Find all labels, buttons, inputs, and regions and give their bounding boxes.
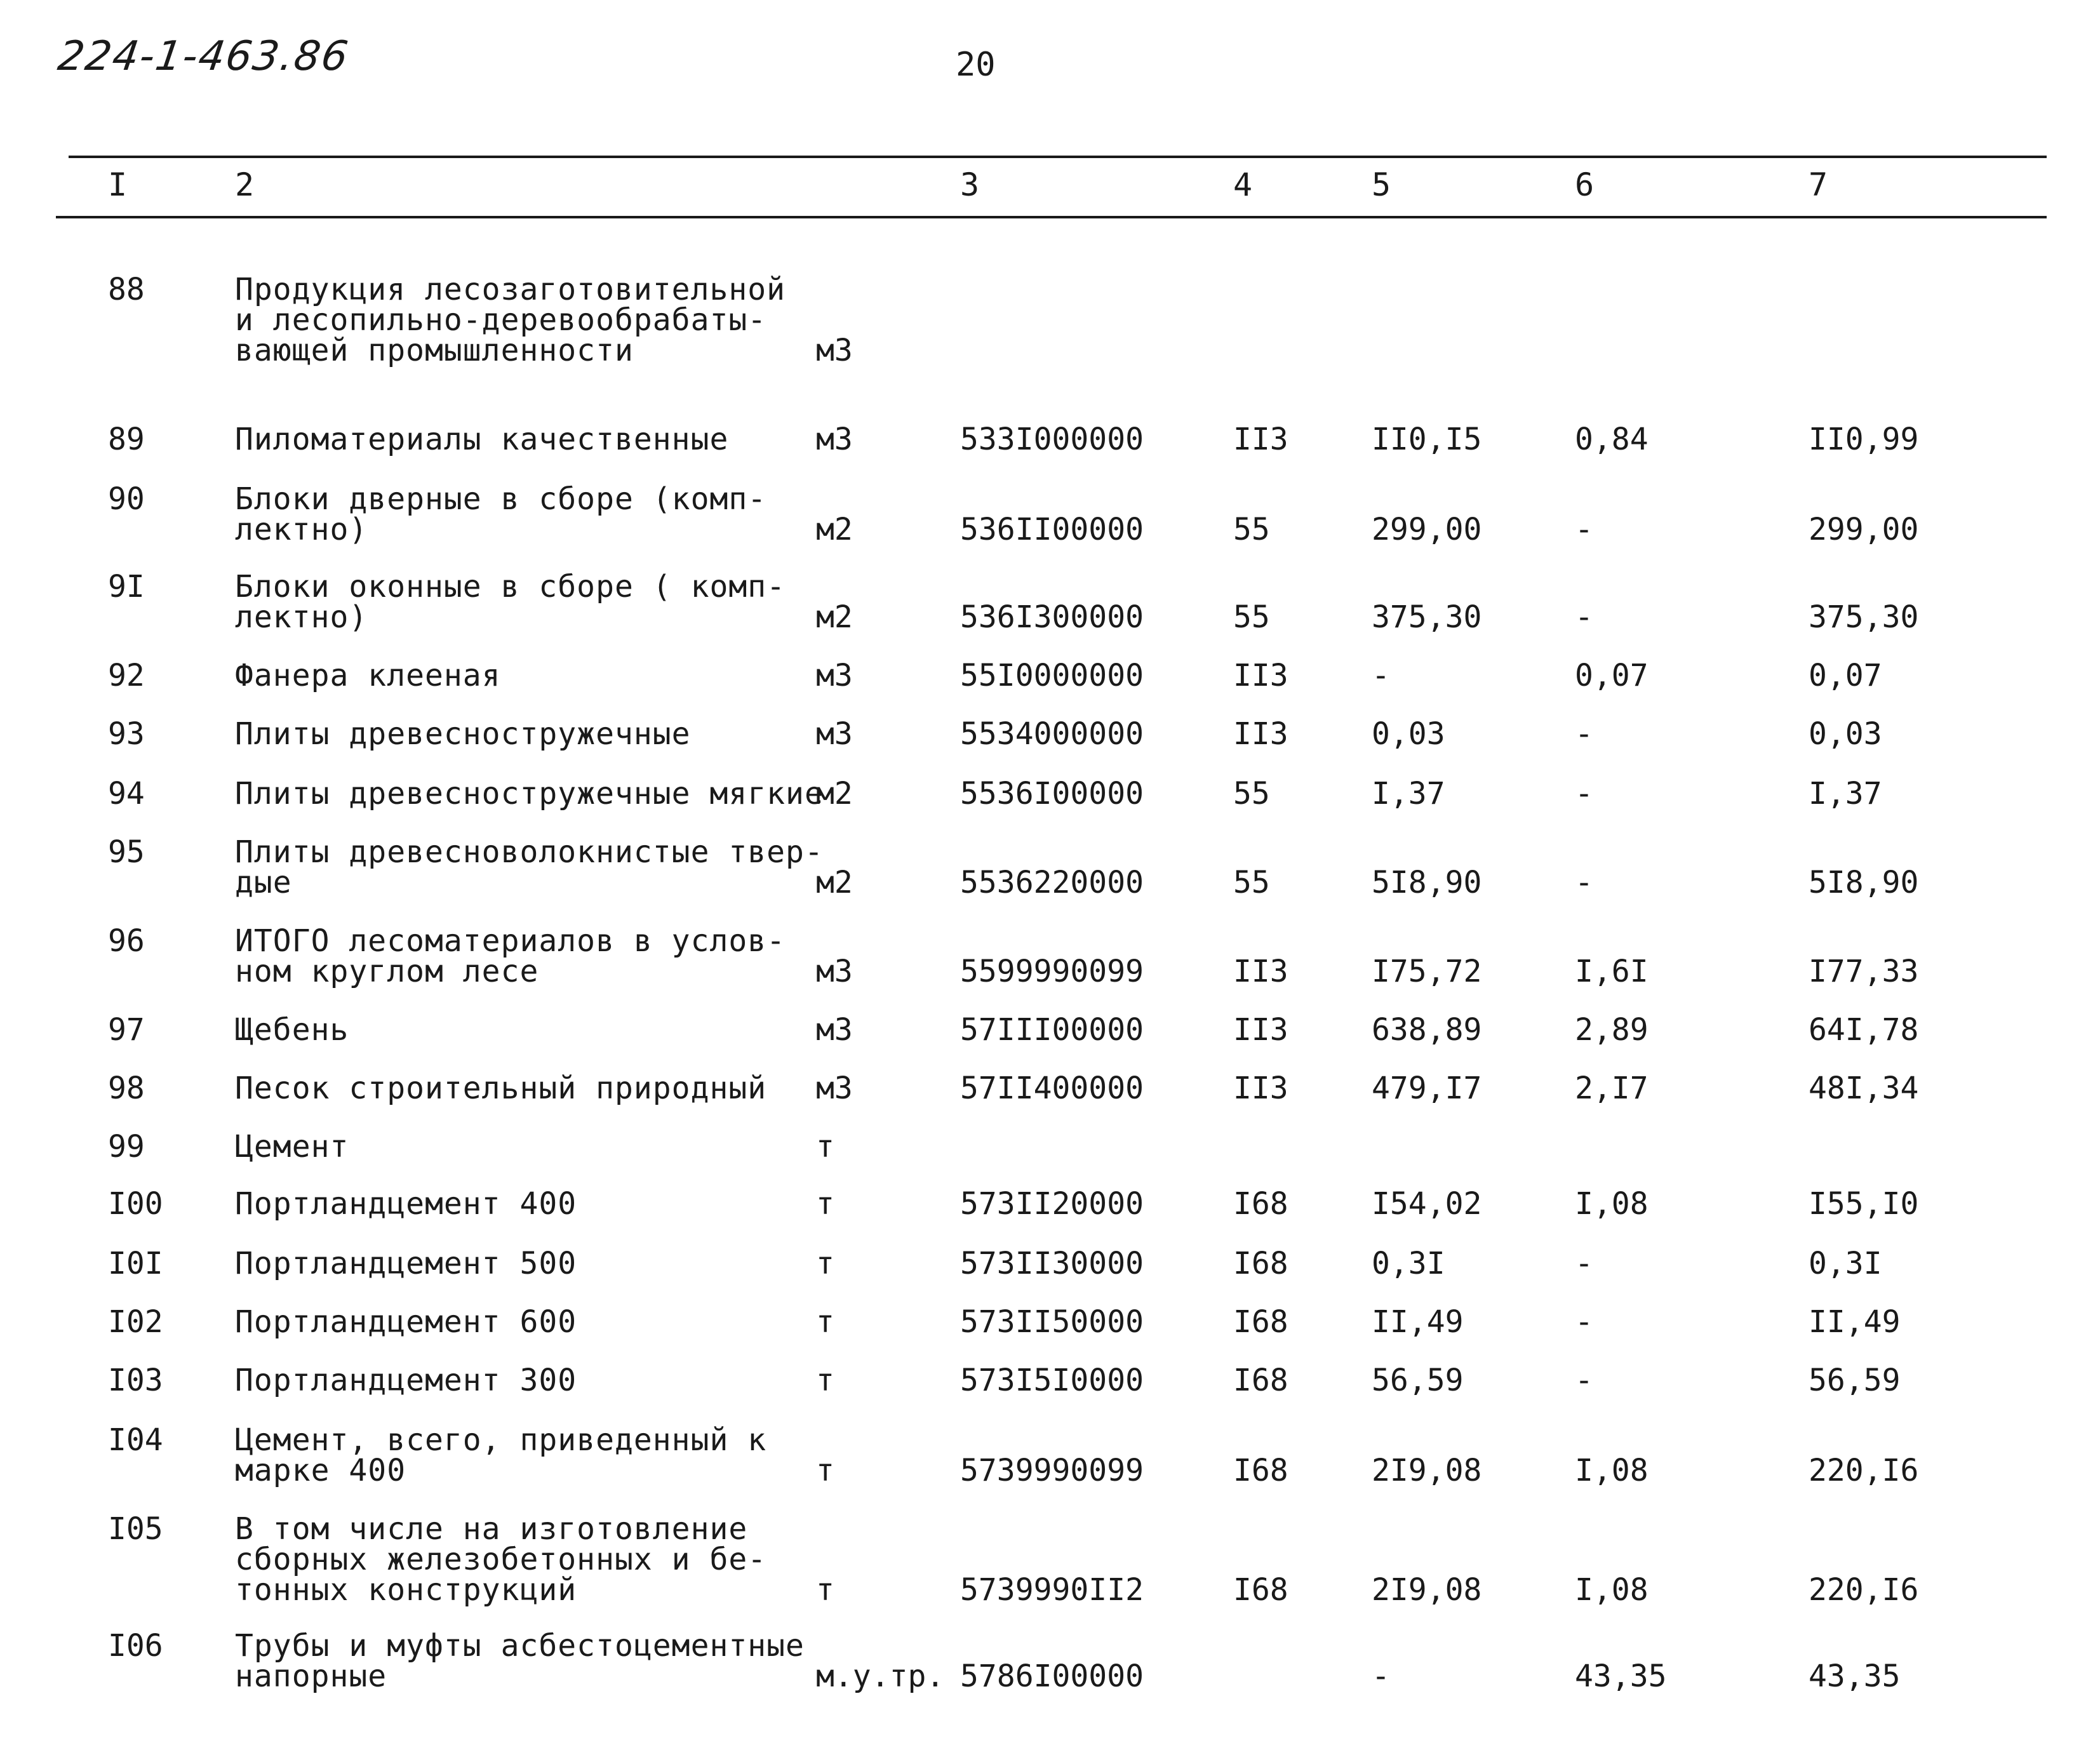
unit: м3 bbox=[816, 333, 853, 368]
col-6-value: 2,89 bbox=[1575, 1012, 1649, 1048]
header-col-6: 6 bbox=[1575, 166, 1595, 203]
col-7-value: 0,3I bbox=[1809, 1246, 1882, 1281]
product-code: 55I0000000 bbox=[960, 658, 1144, 693]
row-number: I0I bbox=[108, 1246, 163, 1281]
col-4-value: I68 bbox=[1233, 1572, 1288, 1608]
item-name-line: ИТОГО лесоматериалов в услов- bbox=[235, 923, 786, 959]
header-col-5: 5 bbox=[1372, 166, 1391, 203]
col-4-value: II3 bbox=[1233, 422, 1288, 457]
row-number: I00 bbox=[108, 1186, 163, 1222]
row-number: I05 bbox=[108, 1511, 163, 1547]
row-number: 90 bbox=[108, 481, 145, 517]
row-number: I06 bbox=[108, 1628, 163, 1664]
col-5-value: II,49 bbox=[1372, 1304, 1464, 1340]
product-code: 5739990II2 bbox=[960, 1572, 1144, 1608]
col-5-value: 2I9,08 bbox=[1372, 1453, 1482, 1488]
col-5-value: 299,00 bbox=[1372, 512, 1482, 547]
unit: м3 bbox=[816, 1012, 853, 1048]
item-name-line: сборных железобетонных и бе- bbox=[235, 1542, 767, 1577]
col-4-value: I68 bbox=[1233, 1453, 1288, 1488]
item-name-line: Щебень bbox=[235, 1012, 349, 1048]
col-5-value: 479,I7 bbox=[1372, 1071, 1482, 1106]
col-5-value: 638,89 bbox=[1372, 1012, 1482, 1048]
product-code: 573II30000 bbox=[960, 1246, 1144, 1281]
product-code: 57II400000 bbox=[960, 1071, 1144, 1106]
item-name-line: ном круглом лесе bbox=[235, 954, 539, 989]
unit: т bbox=[816, 1572, 834, 1608]
col-6-value: - bbox=[1575, 776, 1593, 811]
col-4-value: 55 bbox=[1233, 865, 1270, 900]
col-7-value: 220,I6 bbox=[1809, 1453, 1919, 1488]
col-5-value: I54,02 bbox=[1372, 1186, 1482, 1222]
col-6-value: I,08 bbox=[1575, 1572, 1649, 1608]
col-5-value: - bbox=[1372, 658, 1390, 693]
unit: т bbox=[816, 1453, 834, 1488]
col-6-value: 43,35 bbox=[1575, 1659, 1667, 1694]
col-4-value: I68 bbox=[1233, 1363, 1288, 1398]
col-7-value: 64I,78 bbox=[1809, 1012, 1919, 1048]
row-number: 89 bbox=[108, 422, 145, 457]
item-name-line: Портландцемент 500 bbox=[235, 1246, 577, 1281]
product-code: 536I300000 bbox=[960, 599, 1144, 635]
col-5-value: 2I9,08 bbox=[1372, 1572, 1482, 1608]
header-col-1: I bbox=[108, 166, 128, 203]
col-7-value: 375,30 bbox=[1809, 599, 1919, 635]
item-name-line: марке 400 bbox=[235, 1453, 406, 1488]
item-name-line: лектно) bbox=[235, 599, 368, 635]
col-7-value: 43,35 bbox=[1809, 1659, 1901, 1694]
item-name-line: напорные bbox=[235, 1659, 387, 1694]
col-7-value: II0,99 bbox=[1809, 422, 1919, 457]
unit: м3 bbox=[816, 422, 853, 457]
col-4-value: II3 bbox=[1233, 716, 1288, 752]
product-code: 5786I00000 bbox=[960, 1659, 1144, 1694]
col-4-value: II3 bbox=[1233, 658, 1288, 693]
unit: м2 bbox=[816, 776, 853, 811]
col-6-value: 2,I7 bbox=[1575, 1071, 1649, 1106]
col-6-value: - bbox=[1575, 512, 1593, 547]
item-name-line: Пиломатериалы качественные bbox=[235, 422, 729, 457]
row-number: 92 bbox=[108, 658, 145, 693]
product-code: 57III00000 bbox=[960, 1012, 1144, 1048]
item-name-line: Цемент, всего, приведенный к bbox=[235, 1422, 767, 1458]
item-name-line: и лесопильно-деревообрабаты- bbox=[235, 302, 767, 338]
col-6-value: I,08 bbox=[1575, 1453, 1649, 1488]
row-number: 99 bbox=[108, 1129, 145, 1165]
col-7-value: I77,33 bbox=[1809, 954, 1919, 989]
item-name-line: В том числе на изготовление bbox=[235, 1511, 748, 1547]
page-number: 20 bbox=[956, 46, 996, 84]
item-name-line: Блоки оконные в сборе ( комп- bbox=[235, 569, 786, 604]
col-7-value: 56,59 bbox=[1809, 1363, 1901, 1398]
item-name-line: Плиты древесностружечные мягкие bbox=[235, 776, 824, 811]
unit: м2 bbox=[816, 865, 853, 900]
table-rule-bottom bbox=[56, 216, 2047, 218]
unit: т bbox=[816, 1304, 834, 1340]
col-6-value: - bbox=[1575, 716, 1593, 752]
product-code: 536II00000 bbox=[960, 512, 1144, 547]
unit: м3 bbox=[816, 954, 853, 989]
header-col-7: 7 bbox=[1809, 166, 1828, 203]
item-name-line: Цемент bbox=[235, 1129, 349, 1165]
item-name-line: Портландцемент 400 bbox=[235, 1186, 577, 1222]
row-number: 93 bbox=[108, 716, 145, 752]
col-6-value: - bbox=[1575, 1304, 1593, 1340]
unit: м3 bbox=[816, 658, 853, 693]
item-name-line: Фанера клееная bbox=[235, 658, 501, 693]
item-name-line: лектно) bbox=[235, 512, 368, 547]
col-7-value: 220,I6 bbox=[1809, 1572, 1919, 1608]
item-name-line: дые bbox=[235, 865, 292, 900]
col-6-value: I,6I bbox=[1575, 954, 1649, 989]
item-name-line: Плиты древесноволокнистые твер- bbox=[235, 834, 824, 870]
unit: т bbox=[816, 1363, 834, 1398]
unit: т bbox=[816, 1129, 834, 1165]
col-5-value: 0,03 bbox=[1372, 716, 1445, 752]
unit: м3 bbox=[816, 716, 853, 752]
col-7-value: 0,07 bbox=[1809, 658, 1882, 693]
item-name-line: тонных конструкций bbox=[235, 1572, 577, 1608]
col-4-value: 55 bbox=[1233, 599, 1270, 635]
row-number: 96 bbox=[108, 923, 145, 959]
col-6-value: - bbox=[1575, 599, 1593, 635]
unit: м2 bbox=[816, 512, 853, 547]
product-code: 573I5I0000 bbox=[960, 1363, 1144, 1398]
header-col-3: 3 bbox=[960, 166, 980, 203]
product-code: 5599990099 bbox=[960, 954, 1144, 989]
col-7-value: I,37 bbox=[1809, 776, 1882, 811]
product-code: 5536I00000 bbox=[960, 776, 1144, 811]
row-number: 88 bbox=[108, 272, 145, 307]
col-7-value: 299,00 bbox=[1809, 512, 1919, 547]
col-6-value: - bbox=[1575, 865, 1593, 900]
col-5-value: 0,3I bbox=[1372, 1246, 1445, 1281]
col-4-value: 55 bbox=[1233, 776, 1270, 811]
unit: м2 bbox=[816, 599, 853, 635]
header-col-2: 2 bbox=[235, 166, 255, 203]
col-5-value: I75,72 bbox=[1372, 954, 1482, 989]
col-5-value: 375,30 bbox=[1372, 599, 1482, 635]
row-number: 97 bbox=[108, 1012, 145, 1048]
col-7-value: 0,03 bbox=[1809, 716, 1882, 752]
table-rule-top bbox=[69, 156, 2047, 158]
col-4-value: II3 bbox=[1233, 1012, 1288, 1048]
row-number: I04 bbox=[108, 1422, 163, 1458]
item-name-line: Блоки дверные в сборе (комп- bbox=[235, 481, 767, 517]
product-code: 5534000000 bbox=[960, 716, 1144, 752]
unit: т bbox=[816, 1186, 834, 1222]
col-4-value: II3 bbox=[1233, 1071, 1288, 1106]
col-5-value: - bbox=[1372, 1659, 1390, 1694]
unit: м3 bbox=[816, 1071, 853, 1106]
col-7-value: 48I,34 bbox=[1809, 1071, 1919, 1106]
product-code: 573II50000 bbox=[960, 1304, 1144, 1340]
col-6-value: - bbox=[1575, 1363, 1593, 1398]
col-5-value: 56,59 bbox=[1372, 1363, 1464, 1398]
row-number: 94 bbox=[108, 776, 145, 811]
item-name-line: Песок строительный природный bbox=[235, 1071, 767, 1106]
unit: м.у.тр. bbox=[816, 1659, 945, 1694]
col-6-value: - bbox=[1575, 1246, 1593, 1281]
product-code: 5739990099 bbox=[960, 1453, 1144, 1488]
row-number: 98 bbox=[108, 1071, 145, 1106]
item-name-line: Плиты древесностружечные bbox=[235, 716, 691, 752]
product-code: 573II20000 bbox=[960, 1186, 1144, 1222]
item-name-line: Трубы и муфты асбестоцементные bbox=[235, 1628, 805, 1664]
col-4-value: 55 bbox=[1233, 512, 1270, 547]
col-6-value: 0,84 bbox=[1575, 422, 1649, 457]
col-6-value: 0,07 bbox=[1575, 658, 1649, 693]
row-number: I02 bbox=[108, 1304, 163, 1340]
col-5-value: 5I8,90 bbox=[1372, 865, 1482, 900]
item-name-line: вающей промышленности bbox=[235, 333, 634, 368]
header-col-4: 4 bbox=[1233, 166, 1253, 203]
col-4-value: I68 bbox=[1233, 1186, 1288, 1222]
item-name-line: Портландцемент 600 bbox=[235, 1304, 577, 1340]
col-4-value: I68 bbox=[1233, 1246, 1288, 1281]
product-code: 5536220000 bbox=[960, 865, 1144, 900]
row-number: I03 bbox=[108, 1363, 163, 1398]
col-4-value: I68 bbox=[1233, 1304, 1288, 1340]
product-code: 533I000000 bbox=[960, 422, 1144, 457]
row-number: 95 bbox=[108, 834, 145, 870]
col-7-value: 5I8,90 bbox=[1809, 865, 1919, 900]
col-6-value: I,08 bbox=[1575, 1186, 1649, 1222]
unit: т bbox=[816, 1246, 834, 1281]
col-7-value: I55,I0 bbox=[1809, 1186, 1919, 1222]
document-code: 224-1-463.86 bbox=[55, 33, 352, 80]
item-name-line: Продукция лесозаготовительной bbox=[235, 272, 786, 307]
col-4-value: II3 bbox=[1233, 954, 1288, 989]
col-5-value: II0,I5 bbox=[1372, 422, 1482, 457]
item-name-line: Портландцемент 300 bbox=[235, 1363, 577, 1398]
col-7-value: II,49 bbox=[1809, 1304, 1901, 1340]
col-5-value: I,37 bbox=[1372, 776, 1445, 811]
row-number: 9I bbox=[108, 569, 145, 604]
